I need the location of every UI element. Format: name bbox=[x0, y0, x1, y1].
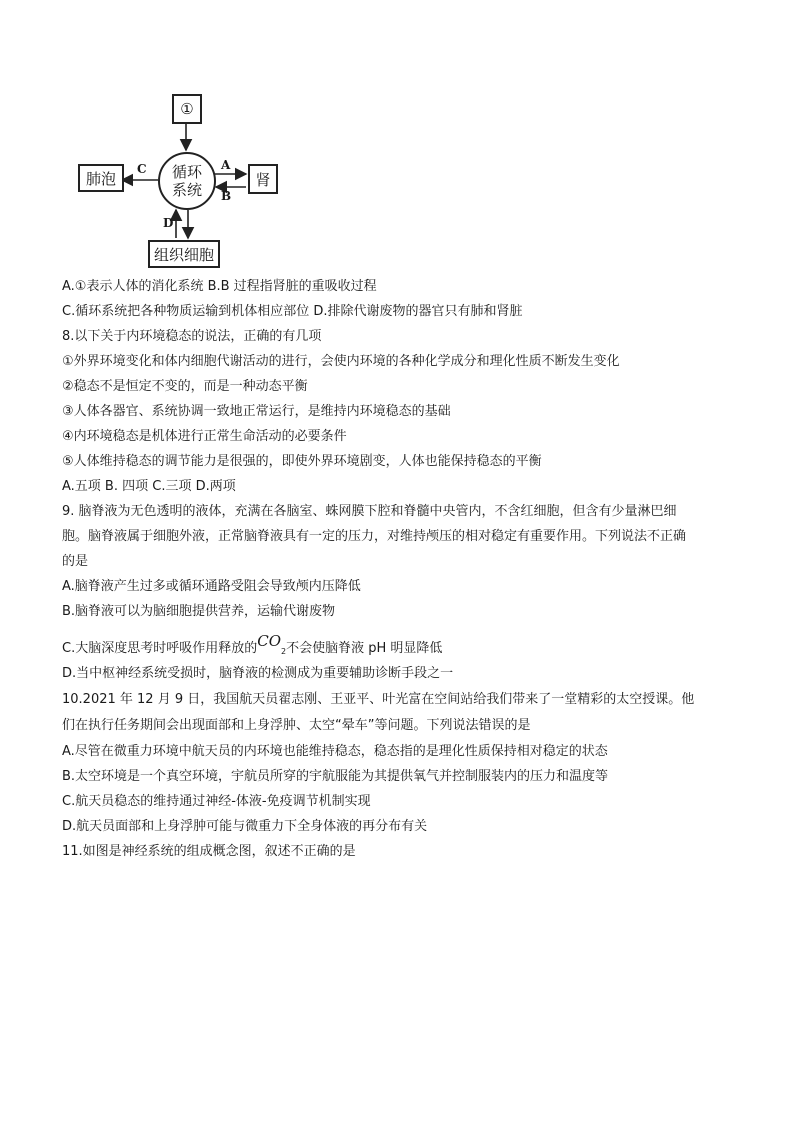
q11-stem: 11.如图是神经系统的组成概念图，叙述不正确的是 bbox=[62, 844, 356, 859]
top-box bbox=[172, 94, 202, 124]
q8-options: A.五项 B. 四项 C.三项 D.两项 bbox=[62, 479, 236, 494]
q9-stem-line3: 的是 bbox=[62, 554, 89, 569]
q10-option-a: A.尽管在微重力环境中航天员的内环境也能维持稳态，稳态指的是理化性质保持相对稳定的状态 bbox=[62, 744, 608, 759]
q7-options-ab: A.①表示人体的消化系统 B.B 过程指肾脏的重吸收过程 bbox=[62, 279, 377, 294]
q9-option-c-part1: C.大脑深度思考时呼吸作用释放的 bbox=[62, 641, 258, 656]
q9-option-b: B.脑脊液可以为脑细胞提供营养，运输代谢废物 bbox=[62, 604, 336, 619]
tissue-cell-box-label: 组织细胞 bbox=[153, 245, 214, 264]
q8-item-3: ③人体各器官、系统协调一致地正常运行，是维持内环境稳态的基础 bbox=[62, 404, 451, 419]
q10-option-c: C.航天员稳态的维持通过神经-体液-免疫调节机制实现 bbox=[62, 794, 371, 809]
q10-stem-line1: 10.2021 年 12 月 9 日，我国航天员翟志刚、王亚平、叶光富在空间站给我们带来了一堂精彩的太空授课。他 bbox=[62, 692, 695, 707]
co2-formula: CO bbox=[257, 632, 281, 650]
q9-option-a: A.脑脊液产生过多或循环通路受阻会导致颅内压降低 bbox=[62, 579, 361, 594]
q9-option-d: D.当中枢神经系统受损时，脑脊液的检测成为重要辅助诊断手段之一 bbox=[62, 666, 454, 681]
top-box-label: ① bbox=[180, 100, 194, 118]
q9-option-c-part2: 不会使脑脊液 pH 明显降低 bbox=[286, 641, 443, 656]
kidney-box bbox=[248, 164, 278, 194]
lung-box-label: 肺泡 bbox=[85, 169, 116, 188]
q8-item-1: ①外界环境变化和体内细胞代谢活动的进行，会使内环境的各种化学成分和理化性质不断发生变化 bbox=[62, 354, 620, 369]
q9-stem-line2: 胞。脑脊液属于细胞外液，正常脑脊液具有一定的压力，对维持颅压的相对稳定有重要作用。下列说法不正确 bbox=[62, 529, 687, 544]
label-a: A bbox=[221, 158, 231, 172]
q7-options-cd: C.循环系统把各种物质运输到机体相应部位 D.排除代谢废物的器官只有肺和肾脏 bbox=[62, 304, 523, 319]
q9-option-c bbox=[62, 632, 443, 660]
circulation-circle bbox=[158, 152, 216, 210]
label-d: D bbox=[163, 216, 174, 230]
tissue-cell-box bbox=[148, 240, 220, 268]
q10-stem-line2: 们在执行任务期间会出现面部和上身浮肿、太空“晕车”等问题。下列说法错误的是 bbox=[62, 718, 531, 733]
q10-option-d: D.航天员面部和上身浮肿可能与微重力下全身体液的再分布有关 bbox=[62, 819, 428, 834]
circle-label-line2: 系统 bbox=[171, 181, 202, 199]
q8-item-2: ②稳态不是恒定不变的，而是一种动态平衡 bbox=[62, 379, 308, 394]
q8-item-4: ④内环境稳态是机体进行正常生命活动的必要条件 bbox=[62, 429, 347, 444]
co2-subscript: 2 bbox=[281, 647, 287, 656]
q8-item-5: ⑤人体维持稳态的调节能力是很强的，即使外界环境剧变，人体也能保持稳态的平衡 bbox=[62, 454, 542, 469]
circulation-diagram bbox=[66, 92, 320, 270]
q10-option-b: B.太空环境是一个真空环境，宇航员所穿的宇航服能为其提供氧气并控制服装内的压力和温度等 bbox=[62, 769, 609, 784]
q9-stem-line1: 9. 脑脊液为无色透明的液体，充满在各脑室、蛛网膜下腔和脊髓中央管内，不含红细胞，但含有少量淋巴细 bbox=[62, 504, 677, 519]
lung-box bbox=[78, 164, 124, 192]
label-c: C bbox=[137, 162, 147, 176]
q8-stem: 8.以下关于内环境稳态的说法，正确的有几项 bbox=[62, 329, 322, 344]
circle-label-line1: 循环 bbox=[171, 163, 202, 181]
kidney-box-label: 肾 bbox=[255, 170, 271, 189]
label-b: B bbox=[221, 189, 232, 203]
